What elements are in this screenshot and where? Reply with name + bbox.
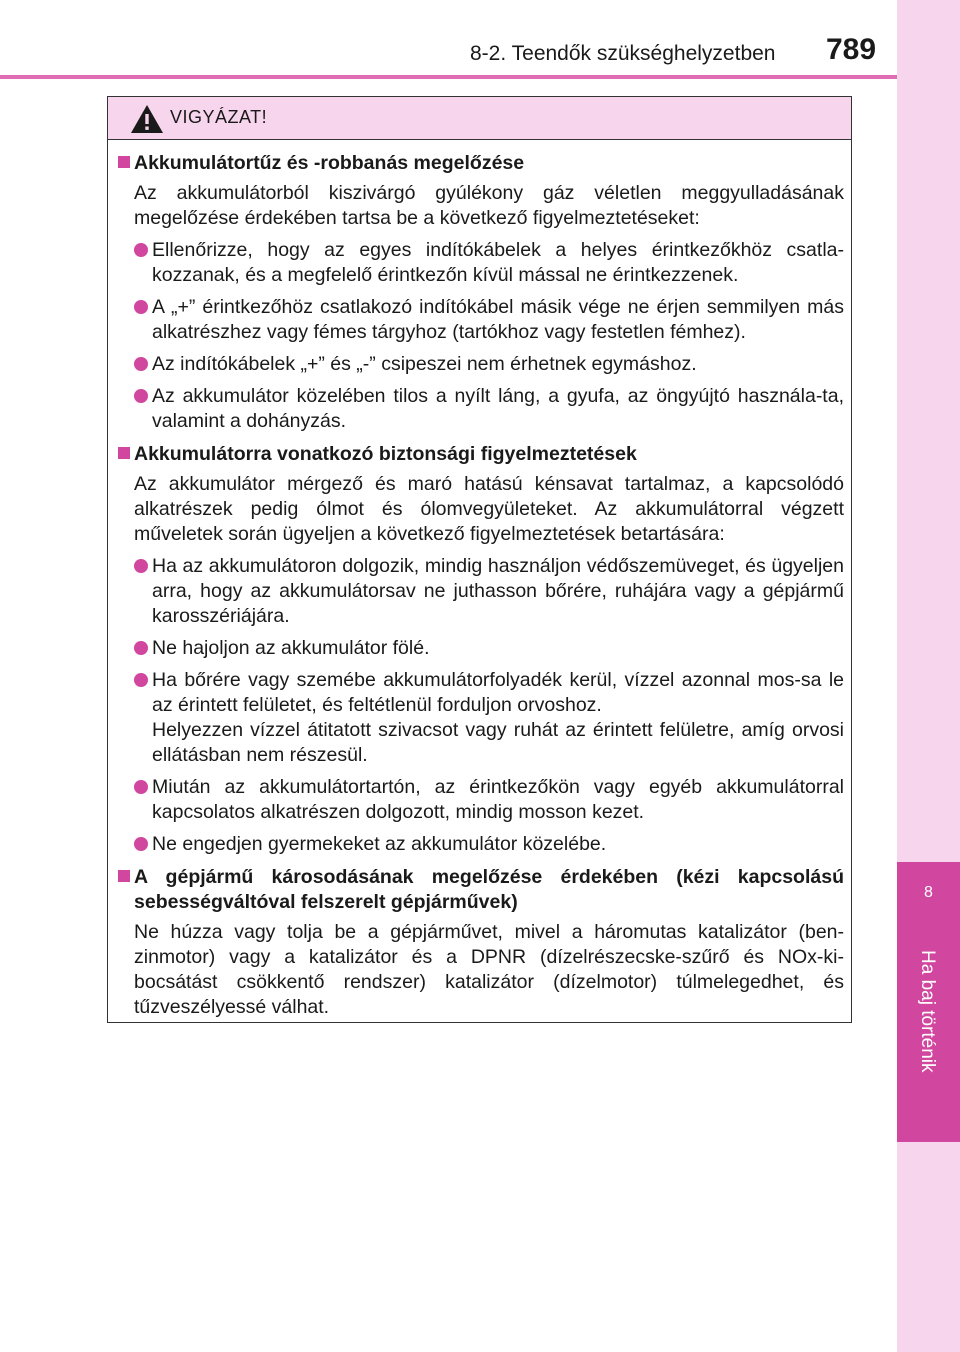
round-bullet-icon	[134, 641, 148, 655]
chapter-label: Ha baj történik	[917, 950, 938, 1073]
list-item: Ha bőrére vagy szemébe akkumulátorfolyadék kerül, vízzel azonnal mos-sa le az érintett felületet, és feltétlenül forduljon orvoshoz. Helyezzen vízzel átitatott szivacsot vagy ruhát az érintett felületre, amíg orvosi ellátásban nem részesül.	[118, 668, 844, 768]
page-number: 789	[826, 33, 877, 66]
round-bullet-icon	[134, 837, 148, 851]
warning-title: VIGYÁZAT!	[170, 107, 268, 127]
section-title: 8-2. Teendők szükséghelyzetben	[470, 42, 776, 65]
chapter-number: 8	[924, 884, 933, 901]
warning-triangle-icon	[130, 104, 164, 134]
round-bullet-icon	[134, 357, 148, 371]
header-rule	[0, 75, 897, 79]
round-bullet-icon	[134, 559, 148, 573]
section-heading: Akkumulátorra vonatkozó biztonsági figyelmeztetések	[118, 442, 844, 467]
list-item: Az akkumulátor közelében tilos a nyílt láng, a gyufa, az öngyújtó használa-ta, valamint a dohányzás.	[118, 384, 844, 434]
list-item: Ha az akkumulátoron dolgozik, mindig használjon védőszemüveget, és ügyeljen arra, hogy az akkumulátorsav ne juthasson bőrére, ruhájára vagy a gépjármű karosszériájára.	[118, 554, 844, 629]
round-bullet-icon	[134, 389, 148, 403]
section-intro: Az akkumulátor mérgező és maró hatású kénsavat tartalmaz, a kapcsolódó alkatrészek pedig ólmot és ólomvegyületeket. Az akkumulátorral végzett műveletek során ügyeljen a következő figyelmeztetések betartására:	[134, 473, 844, 545]
round-bullet-icon	[134, 780, 148, 794]
round-bullet-icon	[134, 673, 148, 687]
warning-header	[108, 97, 851, 140]
warning-content	[118, 151, 844, 1020]
section-heading: Akkumulátortűz és -robbanás megelőzése	[118, 151, 844, 176]
square-bullet-icon	[118, 156, 130, 168]
list-item: Ellenőrizze, hogy az egyes indítókábelek a helyes érintkezőkhöz csatla-kozzanak, és a megfelelő érintkezőn kívül mással ne érintkezzenek.	[118, 238, 844, 288]
section-intro: Az akkumulátorból kiszivárgó gyúlékony gáz véletlen meggyulladásának megelőzése érdekében tartsa be a következő figyelmeztetéseket:	[134, 182, 844, 229]
square-bullet-icon	[118, 447, 130, 459]
list-item: Ne hajoljon az akkumulátor fölé.	[118, 636, 844, 661]
section-heading: A gépjármű károsodásának megelőzése érdekében (kézi kapcsolású sebességváltóval felszerelt gépjárművek)	[118, 865, 844, 915]
round-bullet-icon	[134, 300, 148, 314]
square-bullet-icon	[118, 870, 130, 882]
list-item: Az indítókábelek „+” és „-” csipeszei nem érhetnek egymáshoz.	[118, 352, 844, 377]
side-strip	[897, 0, 960, 1352]
list-item: Miután az akkumulátortartón, az érintkezőkön vagy egyéb akkumulátorral kapcsolatos alkatrészen dolgozott, mindig mosson kezet.	[118, 775, 844, 825]
list-item: Ne engedjen gyermekeket az akkumulátor közelébe.	[118, 832, 844, 857]
list-item: A „+” érintkezőhöz csatlakozó indítókábel másik vége ne érjen semmilyen más alkatrészhez vagy fémes tárgyhoz (tartókhoz vagy festetlen fémhez).	[118, 295, 844, 345]
list-item-continuation: Helyezzen vízzel átitatott szivacsot vagy ruhát az érintett felületre, amíg orvosi ellátásban nem részesül.	[152, 719, 844, 766]
section-intro: Ne húzza vagy tolja be a gépjárművet, mivel a háromutas katalizátor (ben-zinmotor) vagy a katalizátor és a DPNR (dízelrészecske-szűrő és NOx-ki-bocsátást csökkentő rendszer) katalizátor (dízelmotor) túlmelegedhet, és tűzveszélyessé válhat.	[134, 921, 844, 1018]
warning-box	[107, 96, 852, 1023]
round-bullet-icon	[134, 243, 148, 257]
